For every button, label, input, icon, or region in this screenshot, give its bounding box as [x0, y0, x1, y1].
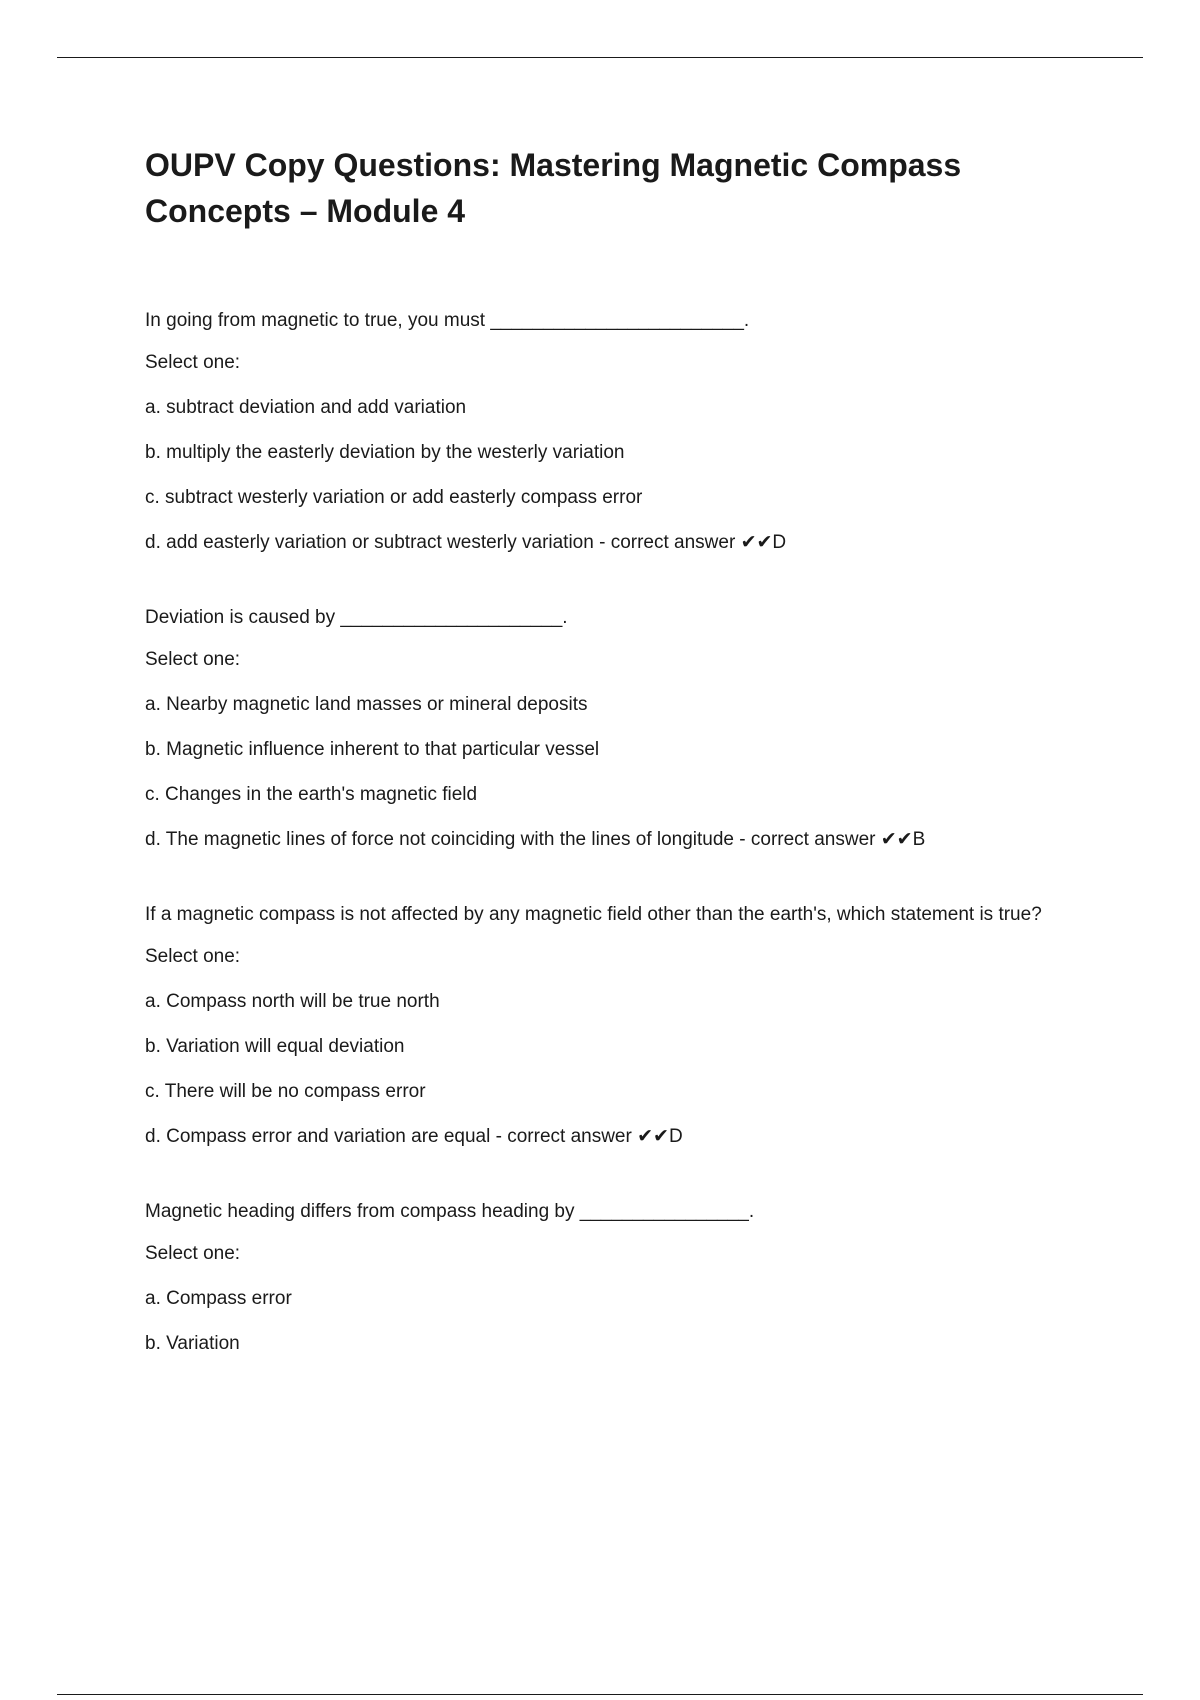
option-d: d. add easterly variation or subtract westerly variation - correct answer ✔✔D — [145, 532, 787, 553]
option-c: c. subtract westerly variation or add easterly compass error — [145, 487, 643, 508]
document-title: OUPV Copy Questions: Mastering Magnetic Compass Concepts – Module 4 — [145, 147, 962, 229]
question-text: Magnetic heading differs from compass heading by ________________. — [145, 1201, 755, 1222]
question-text: Deviation is caused by _____________________. — [145, 607, 568, 628]
option-b: b. Magnetic influence inherent to that particular vessel — [145, 739, 600, 760]
select-one-label: Select one: — [145, 352, 241, 373]
top-divider — [57, 57, 1143, 58]
option-a: a. Nearby magnetic land masses or mineral deposits — [145, 694, 588, 715]
option-d: d. Compass error and variation are equal - correct answer ✔✔D — [145, 1126, 683, 1147]
option-a: a. Compass north will be true north — [145, 991, 440, 1012]
question-3 — [145, 900, 1085, 1152]
select-one-label: Select one: — [145, 649, 241, 670]
option-c: c. There will be no compass error — [145, 1081, 426, 1102]
option-b: b. Variation will equal deviation — [145, 1036, 405, 1057]
question-1 — [145, 306, 1085, 558]
option-b: b. multiply the easterly deviation by the westerly variation — [145, 442, 625, 463]
page-content — [145, 142, 1085, 1404]
option-d: d. The magnetic lines of force not coinciding with the lines of longitude - correct answer ✔✔B — [145, 829, 926, 850]
option-b: b. Variation — [145, 1333, 240, 1354]
question-text: If a magnetic compass is not affected by any magnetic field other than the earth's, which statement is true? — [145, 904, 1042, 925]
question-text: In going from magnetic to true, you must ________________________. — [145, 310, 750, 331]
bottom-divider — [57, 1694, 1143, 1695]
select-one-label: Select one: — [145, 946, 241, 967]
select-one-label: Select one: — [145, 1243, 241, 1264]
option-a: a. subtract deviation and add variation — [145, 397, 467, 418]
question-2 — [145, 603, 1085, 855]
option-a: a. Compass error — [145, 1288, 292, 1309]
question-list — [145, 306, 1085, 1359]
option-c: c. Changes in the earth's magnetic field — [145, 784, 478, 805]
question-4 — [145, 1197, 1085, 1359]
